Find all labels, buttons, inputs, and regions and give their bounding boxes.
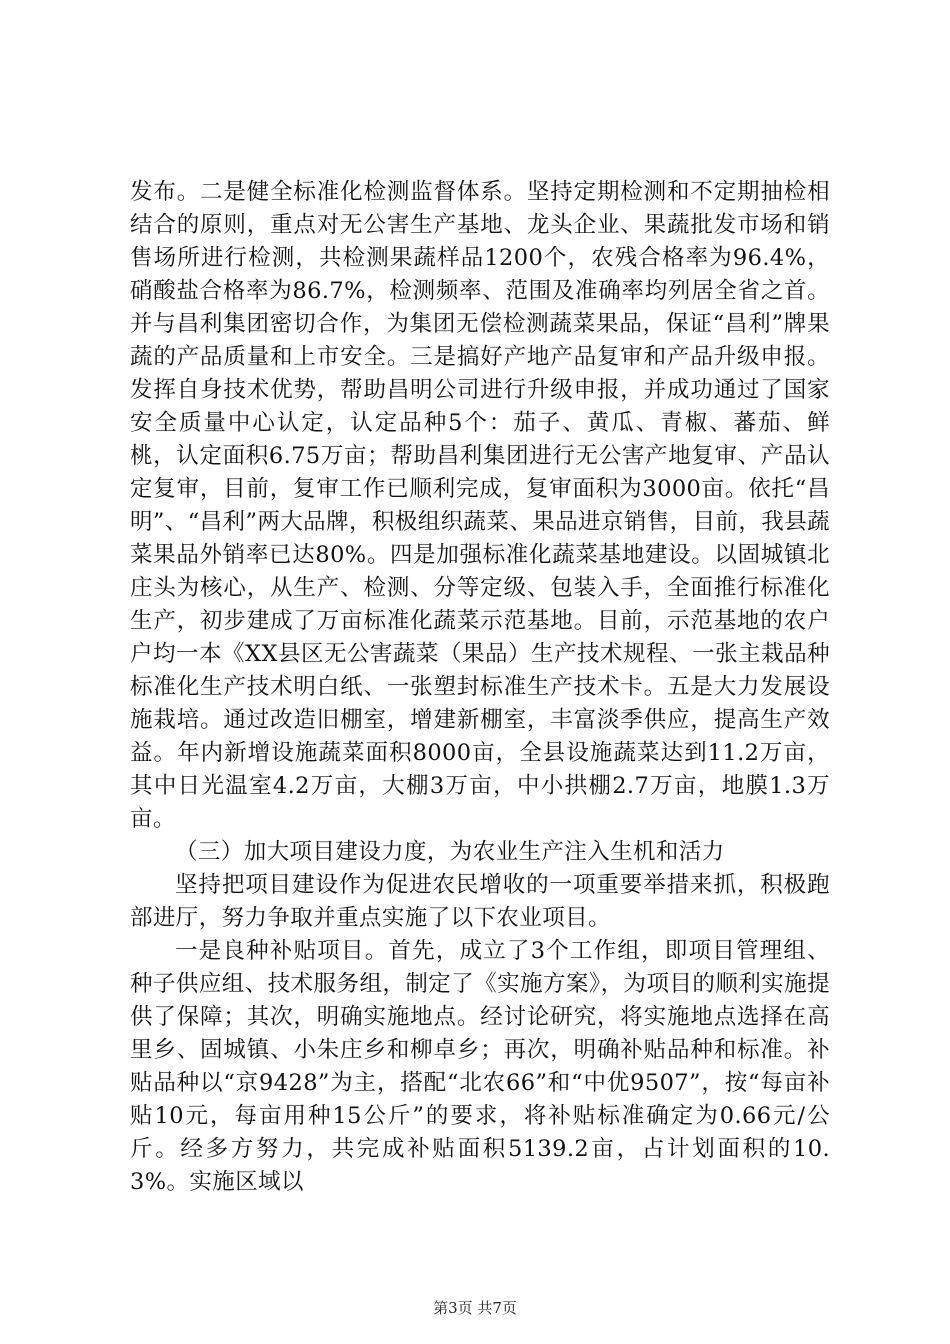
paragraph-project-intro: 坚持把项目建设作为促进农民增收的一项重要举措来抓，积极跑部进厅，努力争取并重点实施了以下农业项目。 xyxy=(130,872,830,931)
document-body xyxy=(130,176,830,1199)
paragraph-quality-system: 发布。二是健全标准化检测监督体系。坚持定期检测和不定期抽检相结合的原则，重点对无公害生产基地、龙头企业、果蔬批发市场和销售场所进行检测，共检测果蔬样品1200个，农残合格率为96.4%，硝酸盐合格率为86.7%，检测频率、范围及准确率均列居全省之首。并与昌利集团密切合作，为集团无偿检测蔬菜果品，保证“昌利”牌果蔬的产品质量和上市安全。三是搞好产地产品复审和产品升级申报。发挥自身技术优势，帮助昌明公司进行升级申报，并成功通过了国家安全质量中心认定，认定品种5个：茄子、黄瓜、青椒、蕃茄、鲜桃，认定面积6.75万亩；帮助昌利集团进行无公害产地复审、产品认定复审，目前，复审工作已顺利完成，复审面积为3000亩。依托“昌明”、“昌利”两大品牌，积极组织蔬菜、果品进京销售，目前，我县蔬菜果品外销率已达80%。四是加强标准化蔬菜基地建设。以固城镇北庄头为核心，从生产、检测、分等定级、包装入手，全面推行标准化生产，初步建成了万亩标准化蔬菜示范基地。目前，示范基地的农户户均一本《XX县区无公害蔬菜（果品）生产技术规程、一张主栽品种标准化生产技术明白纸、一张塑封标准生产技术卡。五是大力发展设施栽培。通过改造旧棚室，增建新棚室，丰富淡季供应，提高生产效益。年内新增设施蔬菜面积8000亩，全县设施蔬菜达到11.2万亩，其中日光温室4.2万亩，大棚3万亩，中小拱棚2.7万亩，地膜1.3万亩。 xyxy=(130,179,830,832)
section-heading-projects: （三）加大项目建设力度，为农业生产注入生机和活力 xyxy=(175,839,725,865)
page-footer: 第3页 共7页 xyxy=(433,1299,517,1317)
paragraph-seed-subsidy: 一是良种补贴项目。首先，成立了3个工作组，即项目管理组、种子供应组、技术服务组，制定了《实施方案》，为项目的顺利实施提供了保障；其次，明确实施地点。经讨论研究，将实施地点选择在高里乡、固城镇、小朱庄乡和柳卓乡；再次，明确补贴品种和标准。补贴品种以“京9428”为主，搭配“北农66”和“中优9507”，按“每亩补贴10元，每亩用种15公斤”的要求，将补贴标准确定为0.66元/公斤。经多方努力，共完成补贴面积5139.2亩，占计划面积的10.3%。实施区域以 xyxy=(130,938,830,1195)
